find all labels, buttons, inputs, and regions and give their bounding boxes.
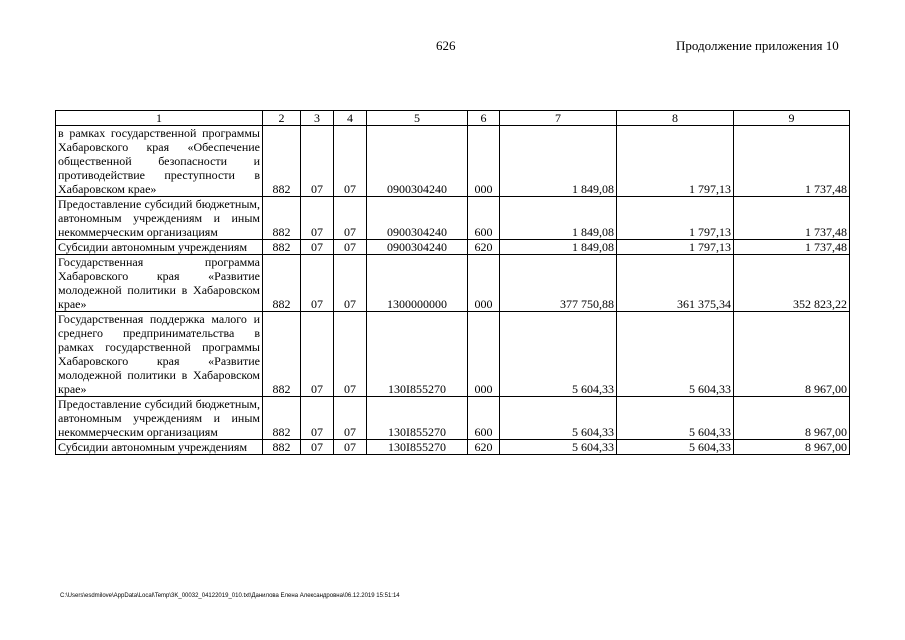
cell-admin-code: 882	[263, 255, 301, 312]
table-row	[56, 255, 850, 312]
cell-subsection: 07	[334, 240, 367, 255]
cell-target-code: 0900304240	[367, 240, 468, 255]
cell-amount-3: 8 967,00	[734, 440, 850, 455]
row-name: Предоставление субсидий бюджетным, автономным учреждениям и иным некоммерческим организациям	[56, 397, 263, 440]
cell-target-code: 1300000000	[367, 255, 468, 312]
cell-admin-code: 882	[263, 240, 301, 255]
row-name: Субсидии автономным учреждениям	[56, 240, 263, 255]
cell-subsection: 07	[334, 126, 367, 197]
column-header: 7	[500, 111, 617, 126]
budget-table	[55, 110, 850, 455]
cell-amount-2: 1 797,13	[617, 126, 734, 197]
cell-section: 07	[301, 440, 334, 455]
table-row	[56, 440, 850, 455]
cell-section: 07	[301, 126, 334, 197]
cell-section: 07	[301, 255, 334, 312]
table-row	[56, 240, 850, 255]
row-name: в рамках государственной программы Хабаровского края «Обеспечение общественной безопасности и противодействие преступности в Хабаровском крае»	[56, 126, 263, 197]
cell-admin-code: 882	[263, 312, 301, 397]
cell-subsection: 07	[334, 255, 367, 312]
table-row	[56, 312, 850, 397]
cell-subsection: 07	[334, 197, 367, 240]
row-name: Субсидии автономным учреждениям	[56, 440, 263, 455]
cell-amount-1: 1 849,08	[500, 126, 617, 197]
column-header: 3	[301, 111, 334, 126]
column-header: 8	[617, 111, 734, 126]
cell-expense-type: 620	[468, 440, 500, 455]
cell-amount-1: 1 849,08	[500, 240, 617, 255]
column-header: 6	[468, 111, 500, 126]
cell-amount-1: 377 750,88	[500, 255, 617, 312]
row-name: Государственная программа Хабаровского края «Развитие молодежной политики в Хабаровском крае»	[56, 255, 263, 312]
column-header: 9	[734, 111, 850, 126]
cell-amount-2: 5 604,33	[617, 440, 734, 455]
cell-amount-1: 1 849,08	[500, 197, 617, 240]
cell-amount-1: 5 604,33	[500, 440, 617, 455]
cell-subsection: 07	[334, 312, 367, 397]
row-name: Предоставление субсидий бюджетным, автономным учреждениям и иным некоммерческим организациям	[56, 197, 263, 240]
cell-subsection: 07	[334, 397, 367, 440]
cell-amount-1: 5 604,33	[500, 312, 617, 397]
row-name: Государственная поддержка малого и среднего предпринимательства в рамках государственной программы Хабаровского края «Развитие молодежной политики в Хабаровском крае»	[56, 312, 263, 397]
cell-amount-3: 8 967,00	[734, 397, 850, 440]
column-header: 1	[56, 111, 263, 126]
cell-amount-2: 5 604,33	[617, 397, 734, 440]
cell-amount-3: 1 737,48	[734, 126, 850, 197]
continuation-header: Продолжение приложения 10	[676, 38, 839, 53]
column-header: 5	[367, 111, 468, 126]
cell-amount-3: 1 737,48	[734, 197, 850, 240]
cell-amount-1: 5 604,33	[500, 397, 617, 440]
column-header: 2	[263, 111, 301, 126]
cell-expense-type: 600	[468, 397, 500, 440]
cell-expense-type: 000	[468, 312, 500, 397]
cell-admin-code: 882	[263, 440, 301, 455]
cell-section: 07	[301, 197, 334, 240]
cell-amount-2: 1 797,13	[617, 240, 734, 255]
cell-amount-3: 1 737,48	[734, 240, 850, 255]
column-header: 4	[334, 111, 367, 126]
cell-section: 07	[301, 397, 334, 440]
table-header-row	[56, 111, 850, 126]
cell-subsection: 07	[334, 440, 367, 455]
file-path-footer: C:\Users\esdmilove\AppData\Local\Temp\3K_00032_04122019_010.txt\Данилова Елена Александровна\06.12.2019 15:51:14	[60, 593, 400, 599]
cell-amount-2: 361 375,34	[617, 255, 734, 312]
cell-admin-code: 882	[263, 126, 301, 197]
cell-amount-3: 8 967,00	[734, 312, 850, 397]
cell-target-code: 0900304240	[367, 126, 468, 197]
cell-admin-code: 882	[263, 197, 301, 240]
cell-amount-3: 352 823,22	[734, 255, 850, 312]
cell-target-code: 130I855270	[367, 312, 468, 397]
table-row	[56, 197, 850, 240]
cell-target-code: 130I855270	[367, 397, 468, 440]
cell-target-code: 0900304240	[367, 197, 468, 240]
page-number: 626	[436, 38, 456, 53]
cell-expense-type: 620	[468, 240, 500, 255]
cell-section: 07	[301, 240, 334, 255]
cell-amount-2: 1 797,13	[617, 197, 734, 240]
cell-admin-code: 882	[263, 397, 301, 440]
cell-section: 07	[301, 312, 334, 397]
cell-target-code: 130I855270	[367, 440, 468, 455]
cell-expense-type: 000	[468, 255, 500, 312]
cell-amount-2: 5 604,33	[617, 312, 734, 397]
cell-expense-type: 600	[468, 197, 500, 240]
cell-expense-type: 000	[468, 126, 500, 197]
table-row	[56, 126, 850, 197]
table-row	[56, 397, 850, 440]
